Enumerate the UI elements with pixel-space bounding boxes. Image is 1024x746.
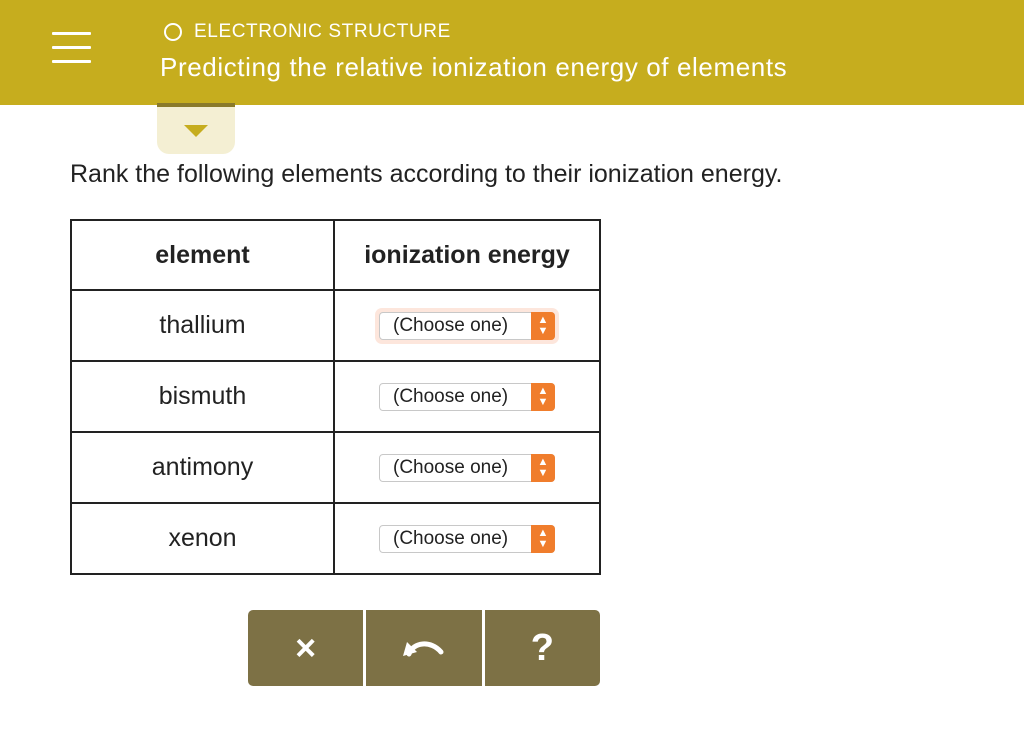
question-instructions: Rank the following elements according to their ionization energy. [70, 160, 783, 188]
select-wrapper [375, 450, 559, 486]
expand-tab-button[interactable] [157, 103, 235, 154]
table-row [71, 361, 600, 432]
table-row [71, 432, 600, 503]
ionization-energy-cell [334, 361, 600, 432]
element-name: xenon [71, 503, 334, 574]
select-value: (Choose one) [393, 456, 509, 478]
hamburger-menu-icon[interactable] [52, 32, 91, 64]
ionization-energy-cell [334, 290, 600, 361]
up-down-arrows-icon: ▲ ▼ [531, 312, 555, 340]
undo-button[interactable] [363, 610, 481, 686]
rank-select-antimony[interactable] [379, 454, 555, 482]
ionization-energy-cell [334, 503, 600, 574]
element-name: thallium [71, 290, 334, 361]
column-header-element: element [71, 220, 334, 290]
rank-select-thallium[interactable] [379, 312, 555, 340]
element-name: bismuth [71, 361, 334, 432]
undo-icon [403, 636, 445, 660]
column-header-ionization-energy: ionization energy [334, 220, 600, 290]
rank-select-bismuth[interactable] [379, 383, 555, 411]
select-value: (Choose one) [393, 314, 509, 336]
element-name: antimony [71, 432, 334, 503]
ionization-energy-cell [334, 432, 600, 503]
action-bar [248, 610, 600, 686]
select-wrapper [375, 379, 559, 415]
table-row [71, 503, 600, 574]
breadcrumb-label: ELECTRONIC STRUCTURE [194, 21, 451, 42]
table-row [71, 290, 600, 361]
ionization-energy-table [70, 219, 601, 575]
select-value: (Choose one) [393, 527, 509, 549]
select-value: (Choose one) [393, 385, 509, 407]
caret-down-icon [184, 125, 208, 137]
up-down-arrows-icon: ▲ ▼ [531, 383, 555, 411]
clear-button[interactable] [248, 610, 363, 686]
circle-icon [164, 23, 182, 41]
rank-select-xenon[interactable] [379, 525, 555, 553]
up-down-arrows-icon: ▲ ▼ [531, 454, 555, 482]
select-focus-ring [375, 308, 559, 344]
header-bar [0, 0, 1024, 105]
breadcrumb [164, 21, 451, 43]
question-mark-icon: ? [530, 626, 554, 669]
close-icon: × [295, 627, 317, 668]
select-wrapper [375, 521, 559, 557]
table-header-row [71, 220, 600, 290]
help-button[interactable] [482, 610, 600, 686]
up-down-arrows-icon: ▲ ▼ [531, 525, 555, 553]
page-title: Predicting the relative ionization energy of elements [160, 52, 788, 82]
